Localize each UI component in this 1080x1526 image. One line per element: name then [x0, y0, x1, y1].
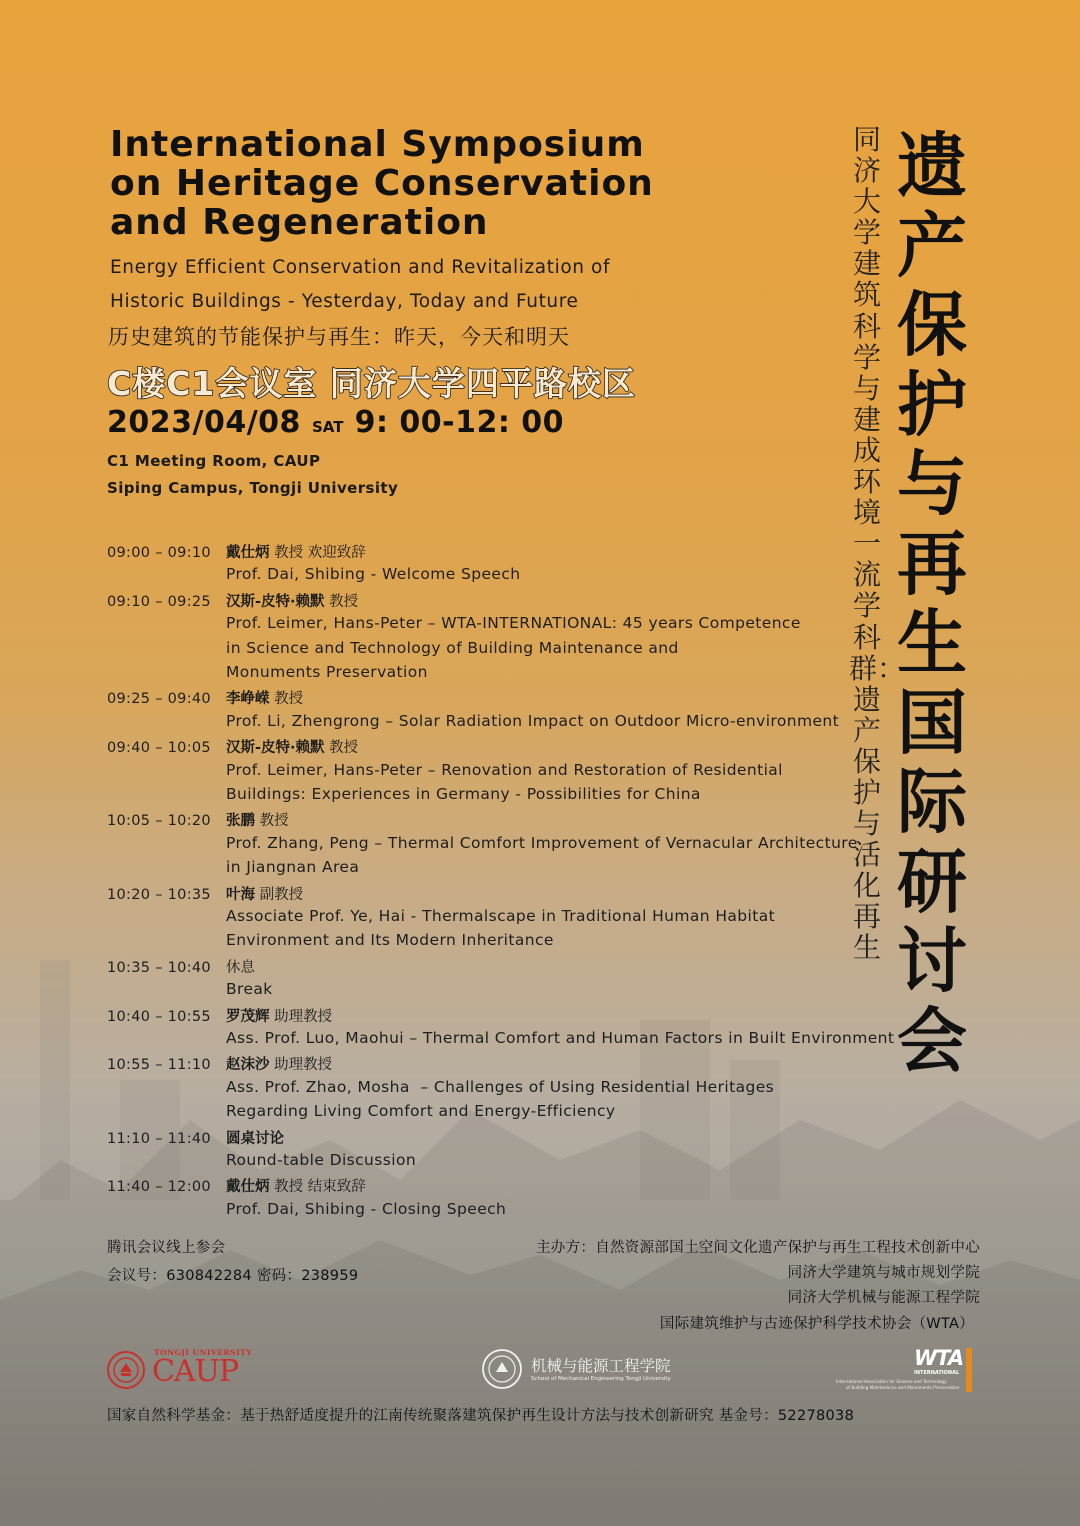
- date-time: 9: 00-12: 00: [354, 405, 565, 440]
- wta-big-text: WTA: [914, 1346, 964, 1370]
- title-line: International Symposium: [110, 124, 645, 165]
- schedule-talk-en: Environment and Its Modern Inheritance: [226, 931, 554, 950]
- wta-small-text: INTERNATIONAL: [914, 1370, 960, 1376]
- schedule-role-cn: 助理教授: [269, 1008, 333, 1025]
- schedule-item: [107, 736, 358, 757]
- schedule-role-cn: 教授: [255, 813, 289, 830]
- schedule-talk-en: Prof. Zhang, Peng – Thermal Comfort Improvement of Vernacular Architecture: [226, 833, 858, 852]
- title-line: on Heritage Conservation: [110, 163, 654, 204]
- schedule-time: 10:55 – 11:10: [107, 1057, 211, 1074]
- vertical-side-title: 同济大学建筑科学与建成环境一流学科群：遗产保护与活化再生: [849, 123, 906, 965]
- schedule-speaker-cn: 张鹏: [226, 813, 255, 830]
- vertical-main-title: 遗产保护与再生国际研讨会: [897, 125, 967, 1082]
- schedule-time: 09:25 – 09:40: [107, 691, 211, 708]
- schedule-role-cn: 教授 欢迎致辞: [269, 545, 366, 561]
- schedule-role-cn: 助理教授: [269, 1057, 333, 1074]
- schedule-role-cn: 休息: [226, 959, 255, 976]
- title: [110, 125, 810, 242]
- venue-cn: C楼C1会议室 同济大学四平路校区: [107, 364, 636, 403]
- organizer-3: 同济大学机械与能源工程学院: [787, 1290, 980, 1306]
- organizer-2: 同济大学建筑与城市规划学院: [787, 1265, 980, 1281]
- tongji-seal-icon: [106, 1350, 146, 1390]
- schedule-item: [107, 541, 366, 562]
- schedule-time: 10:20 – 10:35: [107, 886, 211, 903]
- schedule-item: [107, 1005, 332, 1026]
- schedule-talk-en: Associate Prof. Ye, Hai - Thermalscape in Traditional Human Habitat: [226, 907, 776, 925]
- schedule-role-cn: 副教授: [255, 886, 304, 903]
- wta-desc-2: of Building Maintenance and Monuments Preservation: [846, 1385, 960, 1390]
- schedule-talk-en: Prof. Dai, Shibing - Welcome Speech: [226, 565, 521, 584]
- organizer-1: 主办方：自然资源部国土空间文化遗产保护与再生工程技术创新中心: [536, 1240, 980, 1256]
- schedule-talk-en: Ass. Prof. Zhao, Mosha – Challenges of Using Residential Heritages: [226, 1077, 775, 1096]
- schedule-talk-en: Regarding Living Comfort and Energy-Efficiency: [226, 1102, 616, 1121]
- schedule-speaker-cn: 叶海: [226, 886, 255, 903]
- schedule-speaker-cn: 戴仕炳: [226, 1179, 270, 1196]
- schedule-time: 10:40 – 10:55: [107, 1008, 211, 1025]
- schedule-role-cn: 教授: [324, 593, 359, 610]
- schedule-talk-en: Prof. Leimer, Hans-Peter – Renovation and Restoration of Residential: [226, 760, 783, 779]
- subtitle-line-2: Historic Buildings - Yesterday, Today and Future: [110, 291, 579, 312]
- location-line-2: Siping Campus, Tongji University: [107, 479, 399, 497]
- schedule-time: 09:40 – 10:05: [107, 740, 211, 757]
- subtitle-line-1: Energy Efficient Conservation and Revitalization of: [110, 257, 611, 278]
- title-line: and Regeneration: [110, 202, 489, 243]
- schedule-talk-en: in Jiangnan Area: [226, 858, 360, 877]
- schedule-role-cn: 教授: [324, 740, 359, 757]
- schedule-talk-en: Ass. Prof. Luo, Maohui – Thermal Comfort and Human Factors in Built Environment: [226, 1029, 895, 1047]
- schedule-talk-en: Buildings: Experiences in Germany - Possibilities for China: [226, 785, 701, 803]
- mech-school-logo: [481, 1348, 701, 1392]
- date-weekday: SAT: [312, 418, 344, 436]
- schedule-talk-en: Break: [226, 980, 273, 999]
- caup-small-text: TONGJI UNIVERSITY: [154, 1348, 253, 1357]
- schedule-item: [107, 1053, 332, 1074]
- schedule-item: [107, 883, 303, 904]
- schedule-speaker-cn: 赵沫沙: [226, 1057, 270, 1074]
- schedule-item: [107, 1127, 284, 1148]
- date-day: 2023/04/08: [107, 405, 301, 440]
- caup-logo: [106, 1348, 256, 1392]
- schedule-time: 09:10 – 09:25: [107, 593, 211, 610]
- schedule-time: 10:05 – 10:20: [107, 813, 211, 830]
- schedule-time: 10:35 – 10:40: [107, 959, 211, 976]
- schedule-time: 11:40 – 12:00: [107, 1179, 211, 1196]
- date-line: [107, 405, 564, 440]
- meeting-id: 会议号：630842284 密码：238959: [107, 1268, 359, 1284]
- schedule-talk-en: Monuments Preservation: [226, 663, 428, 681]
- mech-cn-text: 机械与能源工程学院: [531, 1357, 671, 1375]
- organizer-4: 国际建筑维护与古迹保护科学技术协会（WTA）: [659, 1316, 974, 1332]
- schedule-time: 11:10 – 11:40: [107, 1130, 211, 1147]
- caup-big-text: CAUP: [152, 1354, 239, 1389]
- schedule-speaker-cn: 汉斯-皮特·赖默: [226, 740, 325, 757]
- schedule-speaker-cn: 汉斯-皮特·赖默: [226, 593, 325, 610]
- schedule-item: [107, 1175, 366, 1196]
- funding: 国家自然科学基金：基于热舒适度提升的江南传统聚落建筑保护再生设计方法与技术创新研究 基金号：52278038: [107, 1408, 855, 1424]
- schedule-role-cn: 教授 结束致辞: [269, 1179, 366, 1196]
- schedule-talk-en: Prof. Dai, Shibing - Closing Speech: [226, 1199, 507, 1218]
- wta-bar: [966, 1348, 972, 1392]
- location-line-1: C1 Meeting Room, CAUP: [107, 452, 321, 470]
- schedule-speaker-cn: 圆桌讨论: [226, 1130, 284, 1147]
- schedule-item: [107, 809, 289, 830]
- schedule-talk-en: Prof. Leimer, Hans-Peter – WTA-INTERNATIONAL: 45 years Competence: [226, 614, 801, 633]
- mech-seal-icon: [481, 1348, 523, 1390]
- mech-en-text: School of Mechanical Engineering Tongji University: [531, 1376, 671, 1382]
- subtitle-cn: 历史建筑的节能保护与再生：昨天，今天和明天: [108, 325, 570, 349]
- schedule-speaker-cn: 戴仕炳: [226, 545, 270, 561]
- schedule-item: [107, 687, 303, 708]
- schedule-talk-en: Round-table Discussion: [226, 1151, 417, 1169]
- schedule-speaker-cn: 李峥嵘: [226, 691, 270, 708]
- schedule-item: [107, 956, 255, 977]
- schedule-talk-en: in Science and Technology of Building Maintenance and: [226, 638, 679, 657]
- wta-logo: [836, 1346, 976, 1394]
- schedule-speaker-cn: 罗茂辉: [226, 1008, 270, 1025]
- online-meeting: 腾讯会议线上参会: [107, 1240, 226, 1256]
- schedule-time: 09:00 – 09:10: [107, 545, 211, 561]
- wta-desc-1: International Association for Science and Technology: [836, 1379, 947, 1384]
- schedule-talk-en: Prof. Li, Zhengrong – Solar Radiation Impact on Outdoor Micro-environment: [226, 711, 840, 730]
- schedule-role-cn: 教授: [269, 691, 304, 708]
- schedule-item: [107, 590, 358, 611]
